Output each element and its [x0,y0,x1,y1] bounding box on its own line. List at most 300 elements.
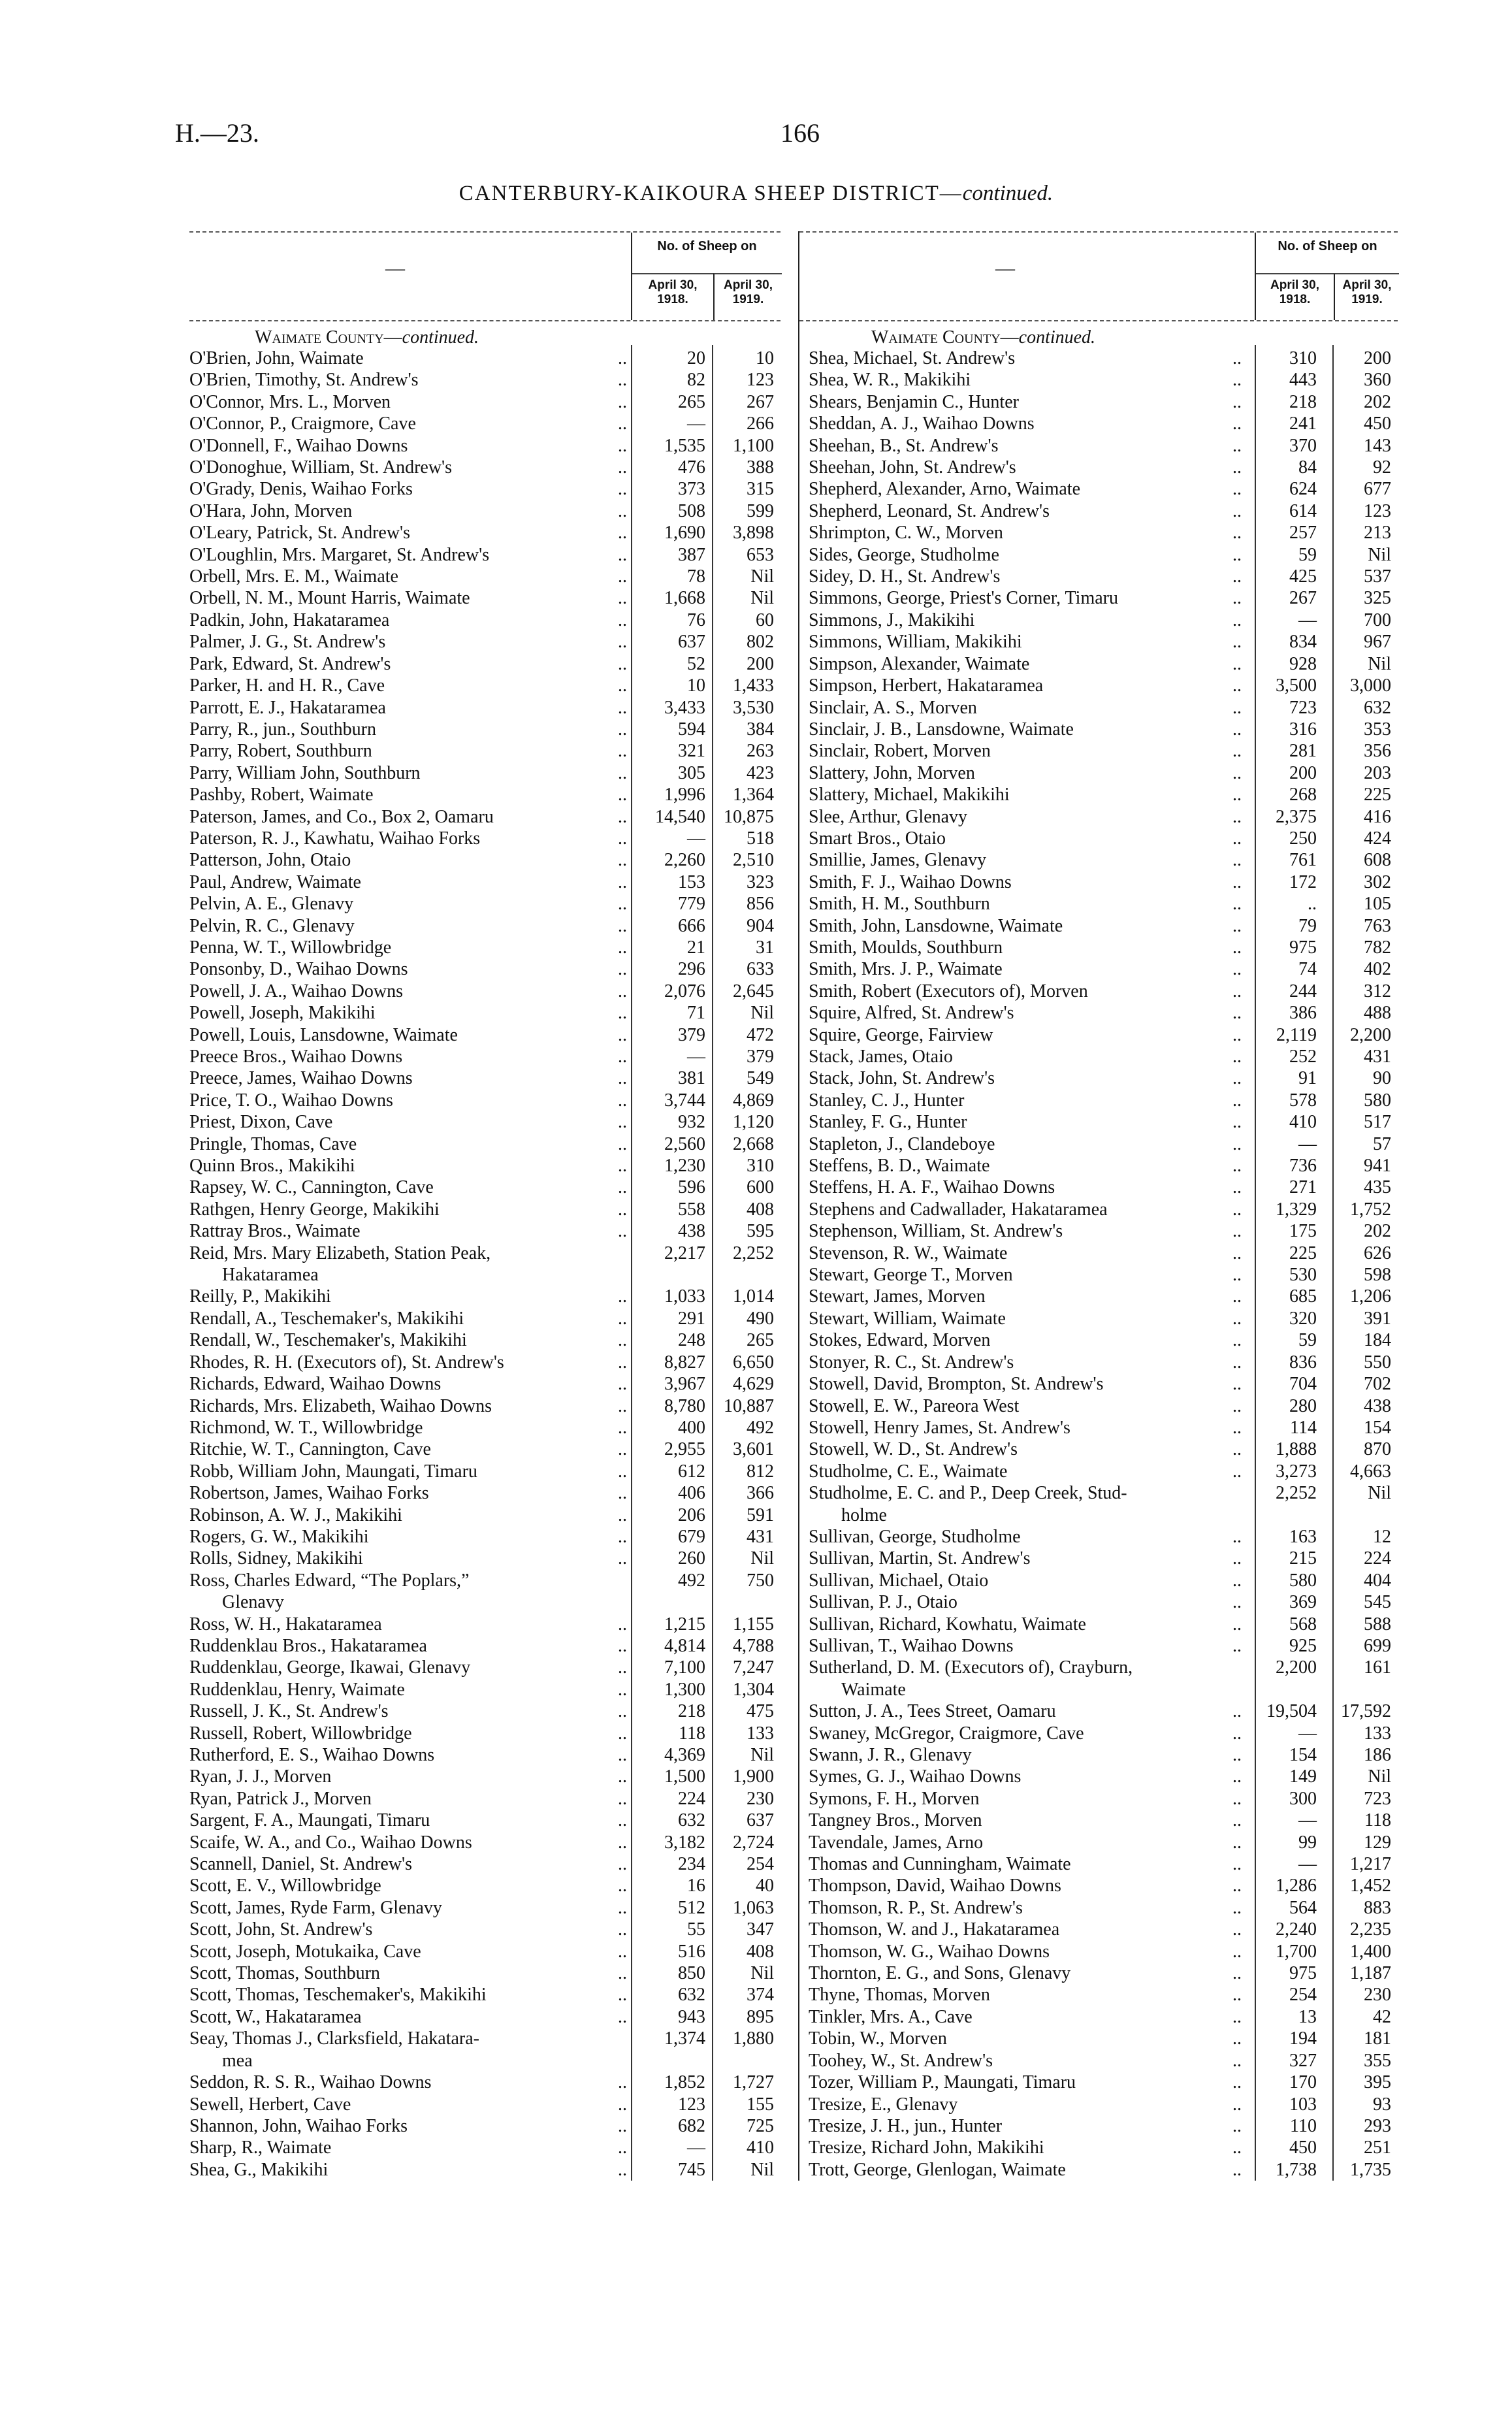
sheep-1919: 315 [747,479,774,500]
dot-leader: .. [1232,1854,1242,1875]
table-row [799,806,1398,828]
sheep-1919: 251 [1364,2138,1391,2158]
col-1918-header [1256,273,1334,320]
table-row [189,653,780,675]
owner-name: Stowell, Henry James, St. Andrew's [809,1417,1070,1438]
dot-leader: .. [618,2094,627,2115]
owner-cell [799,1461,1246,1482]
owner-cell [799,981,1246,1002]
owner-name: Powell, Louis, Lansdowne, Waimate [189,1024,458,1045]
owner-name: Rendall, W., Teschemaker's, Makikihi [189,1330,467,1351]
table-row [189,1177,780,1198]
owner-name: Robb, William John, Maungati, Timaru [189,1461,477,1482]
owner-name: Sullivan, Michael, Otaio [809,1570,989,1591]
table-row [189,1723,780,1744]
sheep-1918: 3,433 [664,697,705,718]
table-row [799,2094,1398,2115]
sheep-1918: 305 [678,762,705,783]
sheep-1919: 488 [1364,1003,1391,1024]
sheep-1919: 549 [747,1068,774,1089]
sheep-1918: 154 [1289,1745,1317,1765]
sheep-1919: 895 [747,2006,774,2027]
dot-leader: .. [618,1766,627,1787]
sheep-1918: 52 [687,653,705,674]
table-row [799,1002,1398,1024]
owner-name: Sheddan, A. J., Waihao Downs [809,414,1035,434]
table-row [189,587,780,609]
sheep-1918: 425 [1289,566,1317,587]
sheep-1918: 206 [678,1504,705,1525]
sheep-1919: 302 [1364,871,1391,892]
sheep-1919: 133 [1364,1723,1391,1744]
dot-leader: .. [1232,1461,1242,1482]
table-row [799,1177,1398,1198]
sheep-1919: 6,650 [733,1352,774,1373]
sheep-1919: 2,645 [733,981,774,1001]
owner-cell [189,1461,631,1482]
owner-name: Tavendale, James, Arno [809,1832,984,1853]
owner-name: Scott, John, St. Andrew's [189,1919,373,1940]
sheep-1918: 55 [687,1919,705,1940]
table-row [799,1264,1398,1286]
sheep-1919: 263 [747,741,774,762]
owner-cell [189,1199,631,1220]
sheep-1919: 10,875 [724,806,774,827]
sheep-1919: 3,601 [733,1439,774,1460]
owner-name: Tresize, Richard John, Makikihi [809,2138,1044,2158]
owner-cell [799,478,1246,500]
sheep-1918: 250 [1289,828,1317,849]
dot-leader: .. [618,1156,627,1177]
table-row [799,391,1398,413]
owner-cell [799,435,1246,457]
owner-name: Orbell, Mrs. E. M., Waimate [189,566,398,587]
owner-name: Rapsey, W. C., Cannington, Cave [189,1177,434,1198]
dot-leader: .. [1232,1919,1242,1940]
sheep-1919: 118 [1364,1810,1391,1831]
owner-cell [189,1962,631,1984]
sheep-1919: 1,014 [733,1286,774,1307]
owner-cell [189,1766,631,1787]
sheep-1918: — [1298,1133,1317,1154]
owner-name: Stephens and Cadwallader, Hakataramea [809,1199,1108,1220]
sheep-1918: 14,540 [655,806,705,827]
dot-leader: .. [618,2006,627,2027]
sheep-1919: 904 [747,915,774,936]
owner-cell [189,1853,631,1875]
owner-name-continued: Hakataramea [222,1265,319,1286]
table-row [799,1984,1398,2006]
table-row [189,369,780,391]
table-row [799,1395,1398,1417]
table-row [799,1962,1398,1984]
dot-leader: .. [1232,1701,1242,1722]
sheep-1918: 2,375 [1276,806,1317,827]
dot-leader: .. [618,1810,627,1831]
sheep-1918: 1,286 [1276,1876,1317,1896]
owner-cell [189,1504,631,1526]
owner-cell [799,1220,1246,1242]
owner-name: Stevenson, R. W., Waimate [809,1243,1008,1263]
table-row [799,1635,1398,1657]
table-row [189,2115,780,2137]
owner-cell [799,1853,1246,1875]
owner-name: Russell, Robert, Willowbridge [189,1723,412,1744]
table-row [189,544,780,566]
table-row [189,1897,780,1919]
sheep-1919: 203 [1364,762,1391,783]
sheep-1919: 750 [747,1570,774,1591]
table-row [189,2006,780,2028]
sheep-1919: 3,000 [1350,675,1391,696]
table-row [799,1155,1398,1177]
sheep-1919: 4,869 [733,1090,774,1111]
sheep-1918: 594 [678,719,705,740]
table-row [799,1526,1398,1548]
owner-name: Slattery, Michael, Makikihi [809,785,1010,805]
dot-leader: .. [1232,544,1242,565]
dot-leader: .. [618,850,627,871]
sheep-1919: 230 [1364,1985,1391,2006]
owner-name: Thomas and Cunningham, Waimate [809,1854,1071,1875]
owner-name: Sheehan, John, St. Andrew's [809,457,1016,478]
owner-cell [189,1614,631,1635]
sheep-1918: 1,230 [664,1156,705,1177]
sheep-1918: 91 [1298,1068,1317,1089]
owner-cell [799,1067,1246,1089]
sheep-1918: 2,560 [664,1133,705,1154]
owner-name: Smith, John, Lansdowne, Waimate [809,915,1063,936]
owner-cell [799,2006,1246,2028]
group-label: No. of Sheep on [1278,239,1377,253]
owner-name: Scannell, Daniel, St. Andrew's [189,1854,412,1875]
sheep-1919: 4,663 [1350,1461,1391,1482]
owner-name: O'Loughlin, Mrs. Margaret, St. Andrew's [189,544,490,565]
owner-cell [799,457,1246,478]
owner-cell [799,915,1246,937]
table-row [799,1352,1398,1373]
dot-leader: .. [1232,1745,1242,1765]
sheep-1918: 2,200 [1276,1657,1317,1678]
owner-cell [189,391,631,413]
owner-cell [799,1329,1246,1351]
owner-cell [189,828,631,849]
sheep-1919: 4,629 [733,1374,774,1395]
sheep-1918: 1,700 [1276,1941,1317,1962]
sheep-1918: 3,273 [1276,1461,1317,1482]
owner-name: Stanley, C. J., Hunter [809,1090,965,1111]
owner-cell [189,1679,631,1700]
sheep-1919: 395 [1364,2072,1391,2093]
dot-leader: .. [618,1395,627,1416]
sheep-1918: 281 [1289,741,1317,762]
table-row [799,1461,1398,1482]
sheep-1918: 19,504 [1266,1701,1317,1722]
owner-name: Sharp, R., Waimate [189,2138,332,2158]
sheep-1919: 1,155 [733,1614,774,1634]
dot-leader: .. [618,653,627,674]
owner-name: Smith, Mrs. J. P., Waimate [809,959,1003,980]
owner-name: Sullivan, Martin, St. Andrew's [809,1548,1031,1569]
sheep-1918: 516 [678,1941,705,1962]
owner-name: Smith, F. J., Waihao Downs [809,871,1012,892]
table-row [799,544,1398,566]
table-row [189,1700,780,1722]
sheep-1918: 310 [1289,348,1317,368]
owner-cell [189,1286,631,1307]
table-row [189,828,780,849]
owner-cell [799,784,1246,805]
dot-leader: .. [618,1177,627,1198]
table-row [799,1832,1398,1853]
sheep-1918: 316 [1289,719,1317,740]
county-name: Waimate County— [255,327,402,348]
sheep-1919: 725 [747,2115,774,2136]
owner-cell [799,1766,1246,1787]
dot-leader: .. [618,1286,627,1307]
owner-cell [189,1657,631,1678]
table-row [189,1504,780,1526]
dot-leader: .. [618,1112,627,1133]
col-1919-header [713,273,782,320]
sheep-1918: 2,955 [664,1439,705,1460]
table-row [189,1220,780,1242]
table-row [189,457,780,478]
dot-leader: .. [1232,959,1242,980]
owner-cell [189,653,631,675]
owner-cell [799,391,1246,413]
owner-name-continued: mea [222,2050,253,2071]
sheep-1918: 84 [1298,457,1317,478]
owner-cell [799,566,1246,587]
sheep-1919: 438 [1364,1395,1391,1416]
table-row [189,1788,780,1810]
sheep-1919: 490 [747,1308,774,1329]
sheep-1918: 850 [678,1963,705,1984]
sheep-1918: 1,215 [664,1614,705,1634]
dot-leader: .. [1232,2094,1242,2115]
sheep-1919: 42 [1373,2006,1391,2027]
sheep-1918: — [1298,1723,1317,1744]
owner-cell [799,1111,1246,1133]
owner-cell [799,675,1246,696]
sheep-1918: 834 [1289,632,1317,653]
sheep-1919: 2,668 [733,1133,774,1154]
sheep-1919: 1,880 [733,2028,774,2049]
table-row [189,1635,780,1657]
owner-cell [189,435,631,457]
sheep-1919: 545 [1364,1592,1391,1613]
sheep-1919: 1,206 [1350,1286,1391,1307]
table-row [799,915,1398,937]
dot-leader: .. [618,675,627,696]
sheep-1918: 13 [1298,2006,1317,2027]
table-row [799,2072,1398,2093]
dot-leader: .. [618,523,627,544]
report-reference: H.—23. [175,118,259,148]
table-row [189,981,780,1002]
table-row [189,1286,780,1307]
sheep-1919: 404 [1364,1570,1391,1591]
table-row [189,762,780,784]
sheep-1918: 568 [1289,1614,1317,1634]
owner-cell [799,2137,1246,2158]
sheep-1918: 632 [678,1810,705,1831]
owner-cell [799,719,1246,740]
sheep-1918: 114 [1290,1417,1317,1438]
table-row [799,1067,1398,1089]
sheep-1918: 296 [678,959,705,980]
dot-leader: .. [618,435,627,456]
dot-leader: .. [618,1526,627,1547]
owner-name: Tobin, W., Morven [809,2028,947,2049]
dot-leader: .. [1232,1308,1242,1329]
sheep-1918: 118 [679,1723,705,1744]
owner-cell [189,1897,631,1919]
owner-name: Rathgen, Henry George, Makikihi [189,1199,440,1220]
name-column-header: — [995,257,1015,279]
sheep-1918: 59 [1298,544,1317,565]
owner-cell [799,1090,1246,1111]
table-row [799,675,1398,696]
table-row [799,500,1398,522]
dot-leader: .. [618,1614,627,1634]
sheep-1918: 632 [678,1985,705,2006]
sheep-1918: 21 [687,937,705,958]
table-row [189,1395,780,1417]
sheep-1919: 1,452 [1350,1876,1391,1896]
owner-cell [799,871,1246,893]
owner-cell [189,457,631,478]
col-1919-header [1334,273,1399,320]
owner-cell [799,849,1246,871]
dot-leader: .. [618,1854,627,1875]
dot-leader: .. [618,2138,627,2158]
sheep-1918: 327 [1289,2050,1317,2071]
owner-cell [799,653,1246,675]
sheep-1919: 588 [1364,1614,1391,1634]
table-row [189,1046,780,1067]
owner-name: Rendall, A., Teschemaker's, Makikihi [189,1308,464,1329]
sheep-1919: 225 [1364,785,1391,805]
table-row [799,587,1398,609]
group-label: No. of Sheep on [657,239,757,253]
dot-leader: .. [1232,937,1242,958]
owner-cell [189,981,631,1002]
owner-name: Preece Bros., Waihao Downs [189,1047,403,1067]
dot-leader: .. [618,1876,627,1896]
owner-cell [799,1482,1246,1526]
dot-leader: .. [1232,566,1242,587]
column-rule [1255,345,1256,2181]
sheep-1919: 699 [1364,1635,1391,1656]
table-body [189,321,780,2181]
owner-cell [799,893,1246,915]
county-suffix: continued. [1018,327,1096,348]
dot-leader: .. [618,937,627,958]
owner-name: Slee, Arthur, Glenavy [809,806,968,827]
sheep-1918: 321 [678,741,705,762]
owner-cell [189,784,631,805]
dot-leader: .. [1232,1897,1242,1918]
table-row [189,849,780,871]
sheep-1919: Nil [1368,653,1391,674]
sheep-1918: 438 [678,1221,705,1242]
table-row [189,784,780,805]
owner-name: Stonyer, R. C., St. Andrew's [809,1352,1014,1373]
table-row [189,1439,780,1460]
owner-name: Sullivan, George, Studholme [809,1526,1021,1547]
dot-leader: .. [1232,500,1242,521]
table-row [189,1002,780,1024]
sheep-1918: 110 [1290,2115,1317,2136]
owner-name: Powell, Joseph, Makikihi [189,1003,376,1024]
sheep-1919: 105 [1364,894,1391,915]
owner-cell [189,1067,631,1089]
sheep-1919: Nil [1368,544,1391,565]
table-row [189,1744,780,1766]
owner-name: Ryan, J. J., Morven [189,1766,332,1787]
dot-leader: .. [618,370,627,391]
owner-cell [799,1286,1246,1307]
table-row [189,697,780,719]
owner-name: Scott, Joseph, Motukaika, Cave [189,1941,421,1962]
sheep-1919: 537 [1364,566,1391,587]
table-row [799,1133,1398,1155]
sheep-1919: 161 [1364,1657,1391,1678]
dot-leader: .. [618,457,627,478]
sheep-1918: — [1298,610,1317,630]
sheep-1919: 1,735 [1350,2159,1391,2180]
sheep-1918: 564 [1289,1897,1317,1918]
owner-name-continued: Waimate [841,1679,906,1700]
owner-name: Simpson, Herbert, Hakataramea [809,675,1044,696]
owner-cell [189,1548,631,1569]
table-row [799,2159,1398,2181]
table-row [799,413,1398,434]
sheep-1919: 353 [1364,719,1391,740]
owner-name: Squire, George, Fairview [809,1024,993,1045]
owner-name: Orbell, N. M., Mount Harris, Waimate [189,588,470,609]
title-main: CANTERBURY-KAIKOURA SHEEP DISTRICT— [458,182,963,205]
sheep-1918: 1,329 [1276,1199,1317,1220]
owner-cell [799,1635,1246,1657]
table-row [799,1417,1398,1439]
owner-cell [189,1417,631,1439]
sheep-1919: Nil [750,1003,774,1024]
dot-leader: .. [618,391,627,412]
table-row [799,2028,1398,2049]
sheep-1918: 8,827 [664,1352,705,1373]
owner-name: Stack, James, Otaio [809,1047,953,1067]
owner-cell [189,369,631,391]
table-row [799,1591,1398,1613]
owner-name: Scott, Thomas, Southburn [189,1963,380,1984]
sheep-1918: — [687,414,705,434]
table-row [189,1352,780,1373]
owner-cell [189,544,631,566]
sheep-1918: 492 [678,1570,705,1591]
owner-cell [189,2028,631,2072]
table-row [189,915,780,937]
owner-cell [189,1177,631,1198]
owner-cell [189,1984,631,2006]
owner-cell [799,1046,1246,1067]
dot-leader: .. [618,959,627,980]
owner-name: Paterson, James, and Co., Box 2, Oamaru [189,806,494,827]
sheep-1919: 941 [1364,1156,1391,1177]
dot-leader: .. [618,741,627,762]
